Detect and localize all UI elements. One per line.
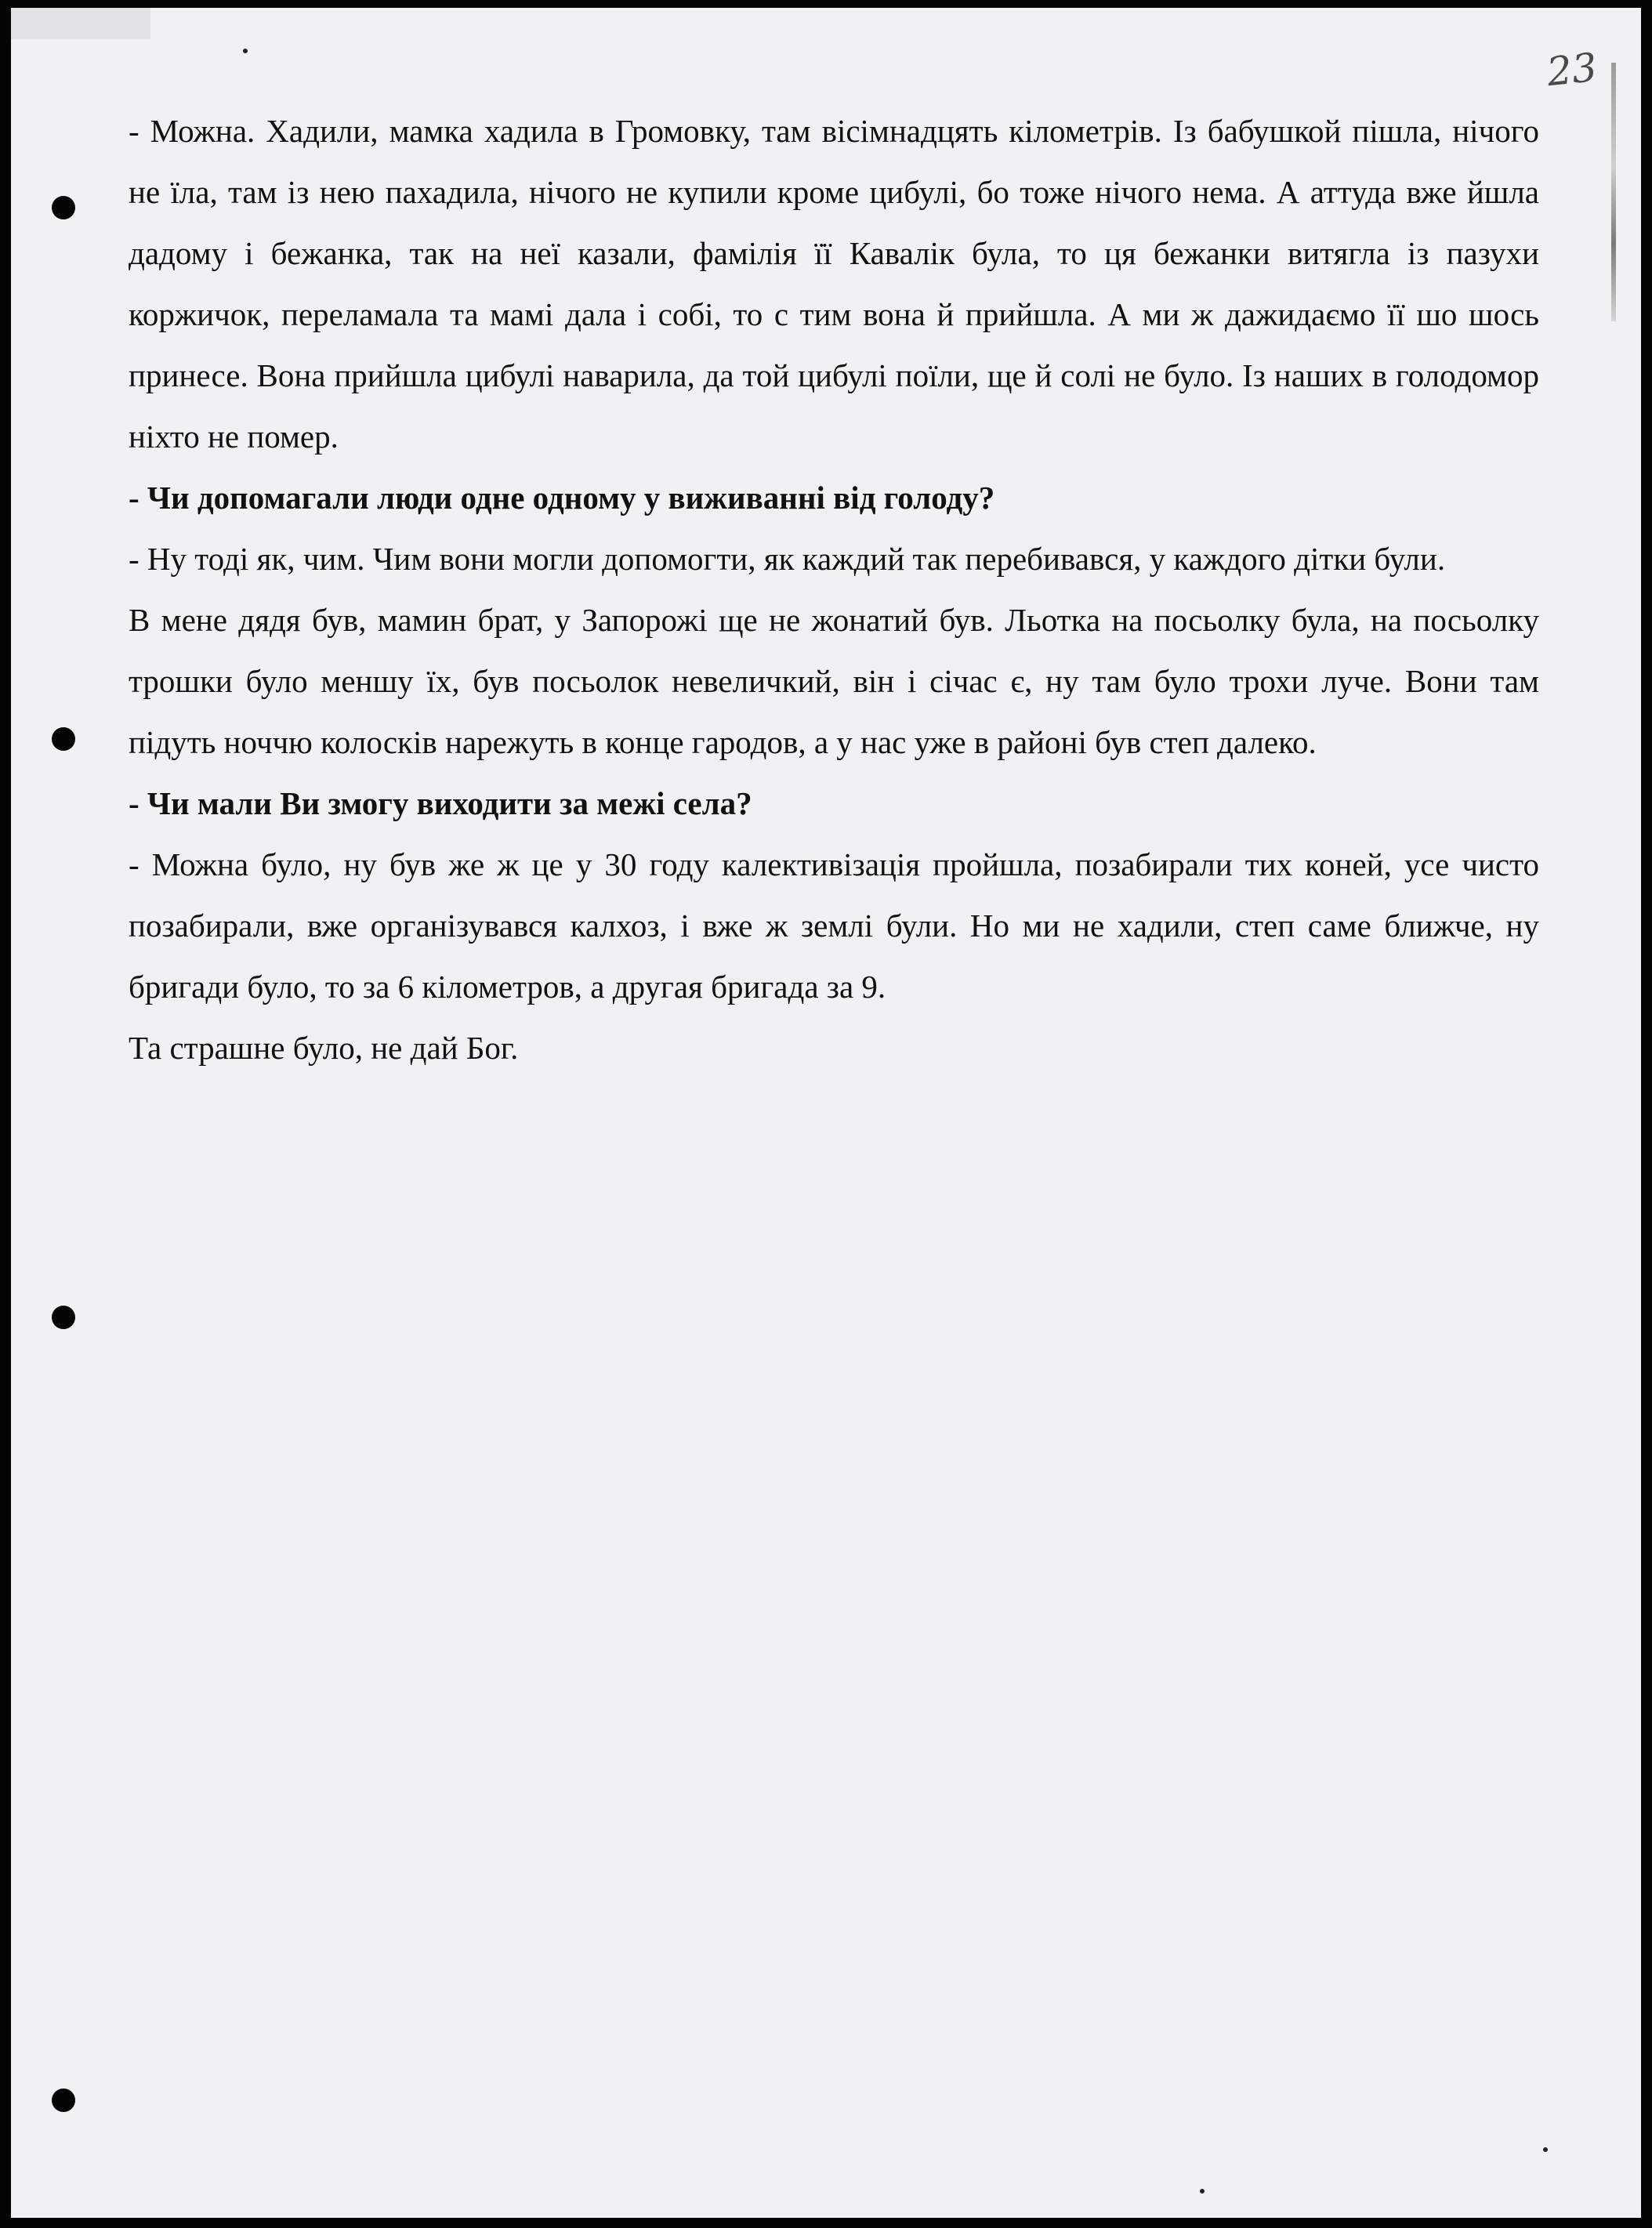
interview-text	[129, 100, 1539, 1078]
dust-speck	[1200, 2189, 1205, 2194]
punch-hole	[52, 196, 75, 219]
question-paragraph: - Чи допомагали люди одне одному у виживанні від голоду?	[129, 480, 995, 516]
overlapping-sheet-edge	[11, 8, 150, 39]
answer-paragraph: Та страшне було, не дай Бог.	[129, 1030, 519, 1066]
punch-hole	[52, 727, 75, 751]
answer-paragraph: В мене дядя був, мамин брат, у Запорожі ще не жонатий був. Льотка на посьолку була, на посьолку трошки було меншу їх, був посьолок невеличкий, він і січас є, ну там було трохи луче. Вони там підуть ноччю колосків нарежуть в конце гародов, а у нас уже в районі був степ далеко.	[129, 602, 1539, 760]
document-page	[11, 8, 1641, 2218]
scan-edge-mark	[1611, 63, 1616, 321]
answer-paragraph: - Можна. Хадили, мамка хадила в Громовку, там вісімнадцять кілометрів. Із бабушкой пішла, нічого не їла, там із нею пахадила, нічого не купили кроме цибулі, бо тоже нічого нема. А аттуда вже йшла дадому і бежанка, так на неї казали, фамілія її Кавалік була, то ця бежанки витягла із пазухи коржичок, переламала та мамі дала і собі, то с тим вона й прийшла. А ми ж дажидаємо її шо шось принесе. Вона прийшла цибулі наварила, да той цибулі поїли, ще й солі не було. Із наших в голодомор ніхто не помер.	[129, 113, 1539, 455]
punch-hole	[52, 1306, 75, 1329]
dust-speck	[243, 49, 248, 53]
punch-hole	[52, 2089, 75, 2112]
dust-speck	[1543, 2147, 1548, 2152]
answer-paragraph: - Ну тоді як, чим. Чим вони могли допомогти, як каждий так перебивався, у каждого дітки були.	[129, 541, 1446, 577]
answer-paragraph: - Можна було, ну був же ж це у 30 году калективізація пройшла, позабирали тих коней, усе чисто позабирали, вже організувався калхоз, і вже ж землі були. Но ми не хадили, степ саме ближче, ну бригади було, то за 6 кілометров, а другая бригада за 9.	[129, 846, 1539, 1005]
handwritten-page-number: 23	[1545, 44, 1599, 96]
question-paragraph: - Чи мали Ви змогу виходити за межі села?	[129, 785, 752, 821]
